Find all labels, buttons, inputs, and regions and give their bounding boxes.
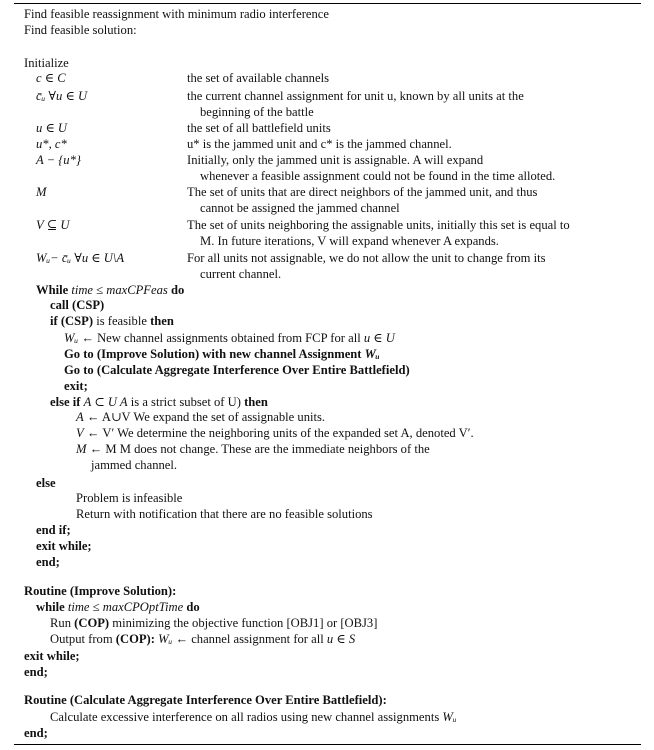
description-continued: cannot be assigned the jammed channel xyxy=(200,201,400,215)
return-line: Return with notification that there are no feasible solutions xyxy=(76,507,373,521)
run-cop-line: Run (COP) minimizing the objective function [OBJ1] or [OBJ3] xyxy=(50,616,378,630)
symbol: c̄ᵤ ∀u ∈ U xyxy=(36,89,88,103)
heading: Find feasible reassignment with minimum radio interference xyxy=(24,7,329,21)
description: the current channel assignment for unit u, known by all units at the xyxy=(187,89,524,103)
improve-routine-title: Routine (Improve Solution): xyxy=(24,584,177,598)
expand-v-line: V ← V′ We determine the neighboring units of the expanded set A, denoted V′. xyxy=(76,426,474,440)
symbol: Wᵤ− c̄ᵤ ∀u ∈ U\A xyxy=(36,251,125,265)
description: The set of units that are direct neighbors of the jammed unit, and thus xyxy=(187,185,538,199)
description: u* is the jammed unit and c* is the jammed channel. xyxy=(187,137,452,151)
calculate-line: Calculate excessive interference on all radios using new channel assignments Wᵤ xyxy=(50,710,457,724)
improve-end: end; xyxy=(24,665,48,679)
exit-while-line: exit while; xyxy=(36,539,92,553)
if-feasible-line: if (CSP) is feasible then xyxy=(50,314,174,328)
description: Initially, only the jammed unit is assignable. A will expand xyxy=(187,153,484,167)
description: the set of available channels xyxy=(187,71,329,85)
description: The set of units neighboring the assignable units, initially this set is equal to xyxy=(187,218,570,232)
symbol: A − {u*} xyxy=(36,153,81,167)
infeasible-line: Problem is infeasible xyxy=(76,491,183,505)
cop-output-line: Output from (COP): Wᵤ ← channel assignment for all u ∈ S xyxy=(50,632,356,646)
expand-m-line: M ← M M does not change. These are the immediate neighbors of the xyxy=(76,442,430,456)
end-if-line: end if; xyxy=(36,523,71,537)
symbol: c ∈ C xyxy=(36,71,66,85)
symbol: V ⊆ U xyxy=(36,218,70,232)
end-line: end; xyxy=(36,555,60,569)
wu-assign-line: Wᵤ ← New channel assignments obtained from FCP for all u ∈ U xyxy=(64,331,395,345)
else-if-line: else if A ⊂ U A is a strict subset of U) then xyxy=(50,395,268,409)
description-continued: beginning of the battle xyxy=(200,105,314,119)
description: the set of all battlefield units xyxy=(187,121,331,135)
subheading: Find feasible solution: xyxy=(24,23,137,37)
goto-improve-line: Go to (Improve Solution) with new channel Assignment Wᵤ xyxy=(64,347,380,361)
description-continued: whenever a feasible assignment could not be found in the time alloted. xyxy=(200,169,556,183)
goto-calculate-line: Go to (Calculate Aggregate Interference Over Entire Battlefield) xyxy=(64,363,410,377)
description-continued: current channel. xyxy=(200,267,282,281)
calculate-end: end; xyxy=(24,726,48,740)
description: For all units not assignable, we do not allow the unit to change from its xyxy=(187,251,546,265)
exit-line: exit; xyxy=(64,379,88,393)
improve-while-line: while time ≤ maxCPOptTime do xyxy=(36,600,200,614)
bottom-rule xyxy=(14,744,641,745)
top-rule xyxy=(14,3,641,4)
improve-exit-while: exit while; xyxy=(24,649,80,663)
expand-a-line: A ← A∪V We expand the set of assignable units. xyxy=(76,410,326,424)
symbol: u ∈ U xyxy=(36,121,68,135)
description-continued: M. In future iterations, V will expand whenever A expands. xyxy=(200,234,499,248)
symbol: u*, c* xyxy=(36,137,67,151)
else-line: else xyxy=(36,476,56,490)
expand-m-continued: jammed channel. xyxy=(91,458,178,472)
symbol: M xyxy=(36,185,47,199)
while-line: While time ≤ maxCPFeas do xyxy=(36,283,185,297)
call-csp-line: call (CSP) xyxy=(50,298,105,312)
initialize-label: Initialize xyxy=(24,56,69,70)
calculate-routine-title: Routine (Calculate Aggregate Interference Over Entire Battlefield): xyxy=(24,693,387,707)
